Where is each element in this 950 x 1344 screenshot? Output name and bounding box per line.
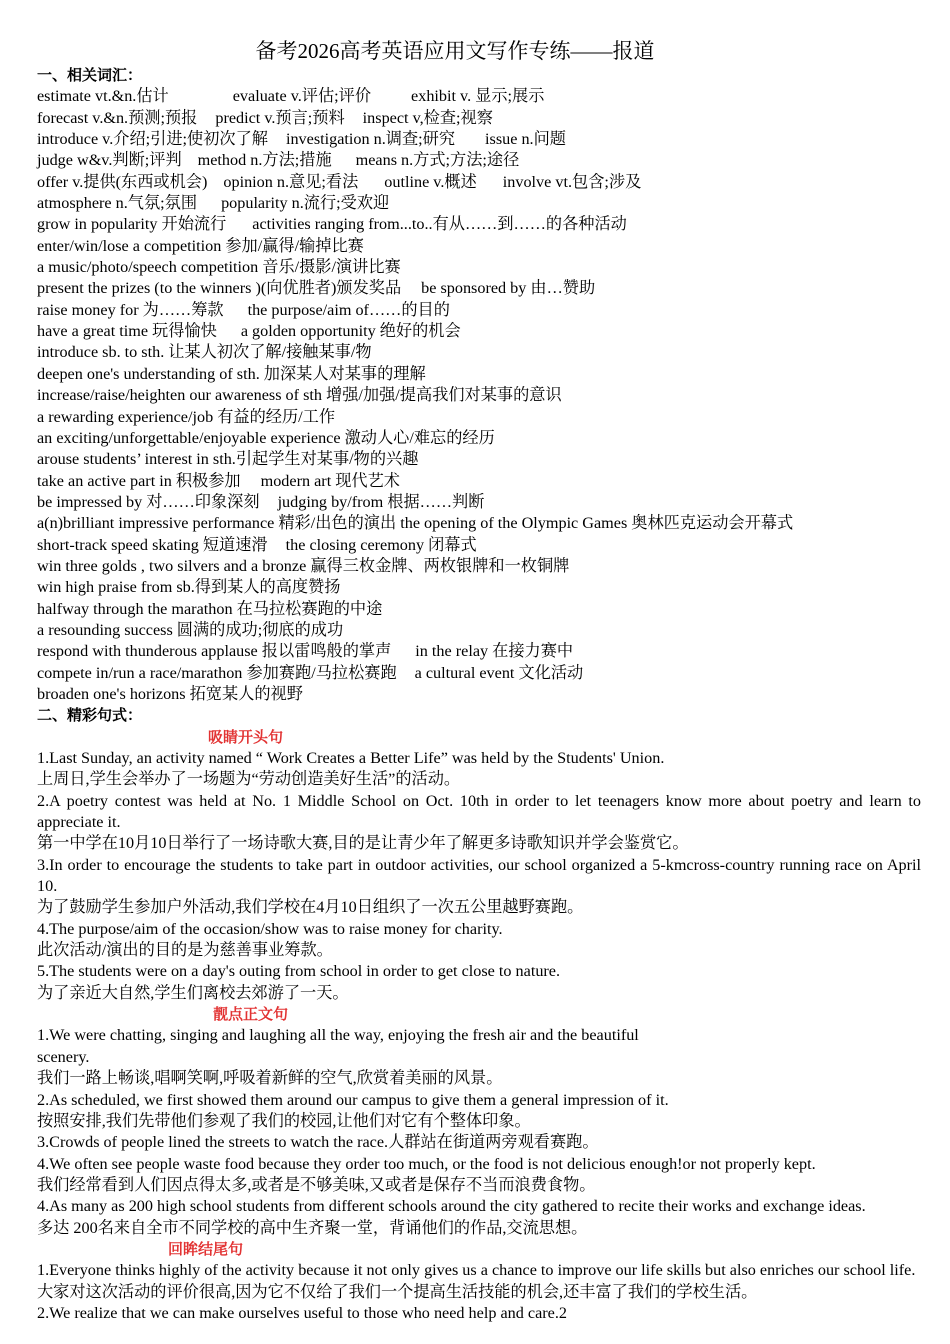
vocab-line — [37, 236, 921, 257]
sentence-line: 上周日,学生会举办了一场题为“劳动创造美好生活”的活动。 — [37, 770, 461, 789]
sentence-line: 多达 200名来自全市不同学校的高中生齐聚一堂，背诵他们的作品,交流思想。 — [37, 1218, 588, 1237]
closing-heading: 回眸结尾句 — [168, 1239, 244, 1258]
vocab-phrase: issue n.问题 — [485, 130, 566, 149]
vocab-line — [37, 86, 921, 107]
vocab-phrase: popularity n.流行;受欢迎 — [221, 194, 390, 213]
vocab-phrase: estimate vt.&n.估计 — [37, 87, 169, 106]
sentence-line: 为了亲近大自然,学生们离校去郊游了一天。 — [37, 983, 349, 1002]
vocab-phrase: have a great time 玩得愉快 — [37, 322, 217, 341]
vocab-line — [37, 556, 921, 577]
sentence-line: 4.As many as 200 high school students from different schools around the city gathered to recite their works and exchange ideas. — [37, 1197, 866, 1216]
vocab-line — [37, 193, 921, 214]
sentence-line: 1.We were chatting, singing and laughing all the way, enjoying the fresh air and the beautiful — [37, 1026, 639, 1045]
vocab-phrase: offer v.提供(东西或机会) — [37, 172, 208, 191]
vocab-phrase: atmosphere n.气氛;氛围 — [37, 194, 198, 213]
sentence-line: 3.In order to encourage the students to take part in outdoor activities, our school organized a 5-kmcross-country running race on April 10. — [37, 855, 921, 896]
vocab-phrase: raise money for 为……筹款 — [37, 300, 224, 319]
vocab-heading: 一、相关词汇： — [37, 66, 143, 84]
vocab-phrase: present the prizes (to the winners )(向优胜者)颁发奖品 — [37, 279, 402, 298]
vocab-line — [37, 129, 921, 150]
vocab-phrase: means n.方式;方法;途径 — [355, 151, 520, 170]
vocab-line — [37, 620, 921, 641]
vocab-phrase: investigation n.调查;研究 — [285, 130, 456, 149]
vocab-list — [37, 86, 921, 705]
vocab-phrase: halfway through the marathon 在马拉松赛跑的中途 — [37, 599, 383, 618]
vocab-line — [37, 428, 921, 449]
vocab-line — [37, 449, 921, 470]
vocab-line — [37, 172, 921, 193]
vocab-phrase: broaden one's horizons 拓宽某人的视野 — [37, 684, 303, 703]
sentence-line: 5.The students were on a day's outing from school in order to get close to nature. — [37, 962, 561, 981]
vocab-phrase: be sponsored by 由…赞助 — [421, 279, 596, 298]
vocab-line — [37, 385, 921, 406]
vocab-phrase: a(n)brilliant impressive performance 精彩/出色的演出 the opening of the Olympic Games 奥林匹克运动会开幕式 — [37, 514, 794, 533]
sentence-line: 3.Crowds of people lined the streets to watch the race.人群站在街道两旁观看赛跑。 — [37, 1133, 599, 1152]
vocab-phrase: compete in/run a race/marathon 参加赛跑/马拉松赛跑 — [37, 663, 397, 682]
vocab-phrase: be impressed by 对……印象深刻 — [37, 492, 260, 511]
vocab-phrase: short-track speed skating 短道速滑 — [37, 535, 268, 554]
vocab-phrase: take an active part in 积极参加 — [37, 471, 241, 490]
vocab-phrase: a golden opportunity 绝好的机会 — [240, 322, 461, 341]
vocab-phrase: win three golds , two silvers and a bronze 赢得三枚金牌、两枚银牌和一枚铜牌 — [37, 556, 570, 575]
sentence-line: 此次活动/演出的目的是为慈善事业筹款。 — [37, 941, 333, 960]
closing-sentences — [37, 1260, 921, 1324]
sentence-line: 4.We often see people waste food because they order too much, or the food is not delicious enough!or not properly kept. — [37, 1154, 816, 1173]
vocab-phrase: opinion n.意见;看法 — [223, 172, 359, 191]
vocab-phrase: method n.方法;措施 — [197, 151, 332, 170]
sentence-line: 4.The purpose/aim of the occasion/show was to raise money for charity. — [37, 919, 503, 938]
vocab-phrase: involve vt.包含;涉及 — [502, 172, 642, 191]
vocab-phrase: judging by/from 根据……判断 — [277, 492, 485, 511]
vocab-line — [37, 492, 921, 513]
vocab-phrase: a music/photo/speech competition 音乐/摄影/演讲比赛 — [37, 258, 401, 277]
vocab-phrase: arouse students’ interest in sth.引起学生对某事/物的兴趣 — [37, 450, 419, 469]
opening-heading: 吸睛开头句 — [208, 727, 284, 746]
vocab-phrase: a cultural event 文化活动 — [414, 663, 584, 682]
document-title: 备考2026高考英语应用文写作专练——报道 — [255, 39, 655, 63]
sentences-heading: 二、精彩句式： — [37, 706, 143, 725]
vocab-line — [37, 407, 921, 428]
vocab-line — [37, 577, 921, 598]
vocab-phrase: evaluate v.评估;评价 — [232, 87, 372, 106]
vocab-phrase: judge w&v.判断;评判 — [37, 151, 182, 170]
vocab-line — [37, 321, 921, 342]
vocab-line — [37, 663, 921, 684]
vocab-line — [37, 300, 921, 321]
vocab-line — [37, 214, 921, 235]
vocab-phrase: exhibit v. 显示;展示 — [411, 87, 545, 106]
vocab-phrase: a rewarding experience/job 有益的经历/工作 — [37, 407, 336, 426]
vocab-phrase: inspect v,检查;视察 — [362, 108, 493, 127]
vocab-line — [37, 471, 921, 492]
vocab-line — [37, 535, 921, 556]
vocab-phrase: forecast v.&n.预测;预报 — [37, 108, 198, 127]
vocab-line — [37, 513, 921, 534]
vocab-phrase: introduce v.介绍;引进;使初次了解 — [37, 130, 268, 149]
vocab-phrase: in the relay 在接力赛中 — [415, 642, 574, 661]
sentence-line: 1.Everyone thinks highly of the activity because it not only gives us a chance to improve our life skills but also enriches our school life. — [37, 1261, 916, 1280]
vocab-line — [37, 342, 921, 363]
sentence-line: 按照安排,我们先带他们参观了我们的校园,让他们对它有个整体印象。 — [37, 1111, 531, 1130]
document-body — [37, 65, 921, 1324]
vocab-phrase: modern art 现代艺术 — [260, 471, 400, 490]
body-heading: 靓点正文句 — [213, 1005, 289, 1024]
body-sentences — [37, 1025, 921, 1238]
vocab-phrase: a resounding success 圆满的成功;彻底的成功 — [37, 620, 344, 639]
vocab-phrase: enter/win/lose a competition 参加/赢得/输掉比赛 — [37, 236, 364, 255]
vocab-phrase: outline v.概述 — [384, 172, 477, 191]
sentence-line: 2.We realize that we can make ourselves useful to those who need help and care.2 — [37, 1303, 567, 1322]
vocab-phrase: increase/raise/heighten our awareness of sth 增强/加强/提高我们对某事的意识 — [37, 386, 562, 405]
vocab-line — [37, 599, 921, 620]
sentence-line: 第一中学在10月10日举行了一场诗歌大赛,目的是让青少年了解更多诗歌知识并学会鉴赏它。 — [37, 834, 689, 853]
vocab-phrase: the purpose/aim of……的目的 — [247, 300, 450, 319]
sentence-line: 我们一路上畅谈,唱啊笑啊,呼吸着新鲜的空气,欣赏着美丽的风景。 — [37, 1069, 503, 1088]
vocab-line — [37, 257, 921, 278]
vocab-line — [37, 278, 921, 299]
sentence-line: 为了鼓励学生参加户外活动,我们学校在4月10日组织了一次五公里越野赛跑。 — [37, 898, 584, 917]
sentence-line: 大家对这次活动的评价很高,因为它不仅给了我们一个提高生活技能的机会,还丰富了我们的学校生活。 — [37, 1282, 758, 1301]
opening-sentences — [37, 748, 921, 1004]
vocab-phrase: respond with thunderous applause 报以雷鸣般的掌声 — [37, 642, 392, 661]
vocab-line — [37, 364, 921, 385]
vocab-line — [37, 108, 921, 129]
sentence-line: 2.A poetry contest was held at No. 1 Middle School on Oct. 10th in order to let teenagers know more about poetry and learn to appreciate it. — [37, 791, 921, 832]
vocab-line — [37, 150, 921, 171]
sentence-line: scenery. — [37, 1047, 90, 1066]
vocab-phrase: an exciting/unforgettable/enjoyable experience 激动人心/难忘的经历 — [37, 428, 495, 447]
sentence-line: 1.Last Sunday, an activity named “ Work Creates a Better Life” was held by the Students' Union. — [37, 749, 665, 767]
vocab-phrase: deepen one's understanding of sth. 加深某人对某事的理解 — [37, 364, 426, 383]
vocab-phrase: win high praise from sb.得到某人的高度赞扬 — [37, 578, 341, 597]
vocab-line — [37, 684, 921, 705]
vocab-phrase: predict v.预言;预料 — [215, 108, 345, 127]
vocab-phrase: the closing ceremony 闭幕式 — [285, 535, 477, 554]
vocab-line — [37, 641, 921, 662]
sentence-line: 我们经常看到人们因点得太多,或者是不够美味,又或者是保存不当而浪费食物。 — [37, 1175, 596, 1194]
vocab-phrase: grow in popularity 开始流行 — [37, 215, 227, 234]
vocab-phrase: introduce sb. to sth. 让某人初次了解/接触某事/物 — [37, 343, 372, 362]
vocab-phrase: activities ranging from...to..有从……到……的各种活动 — [252, 215, 627, 234]
sentence-line: 2.As scheduled, we first showed them around our campus to give them a general impression of it. — [37, 1090, 669, 1109]
